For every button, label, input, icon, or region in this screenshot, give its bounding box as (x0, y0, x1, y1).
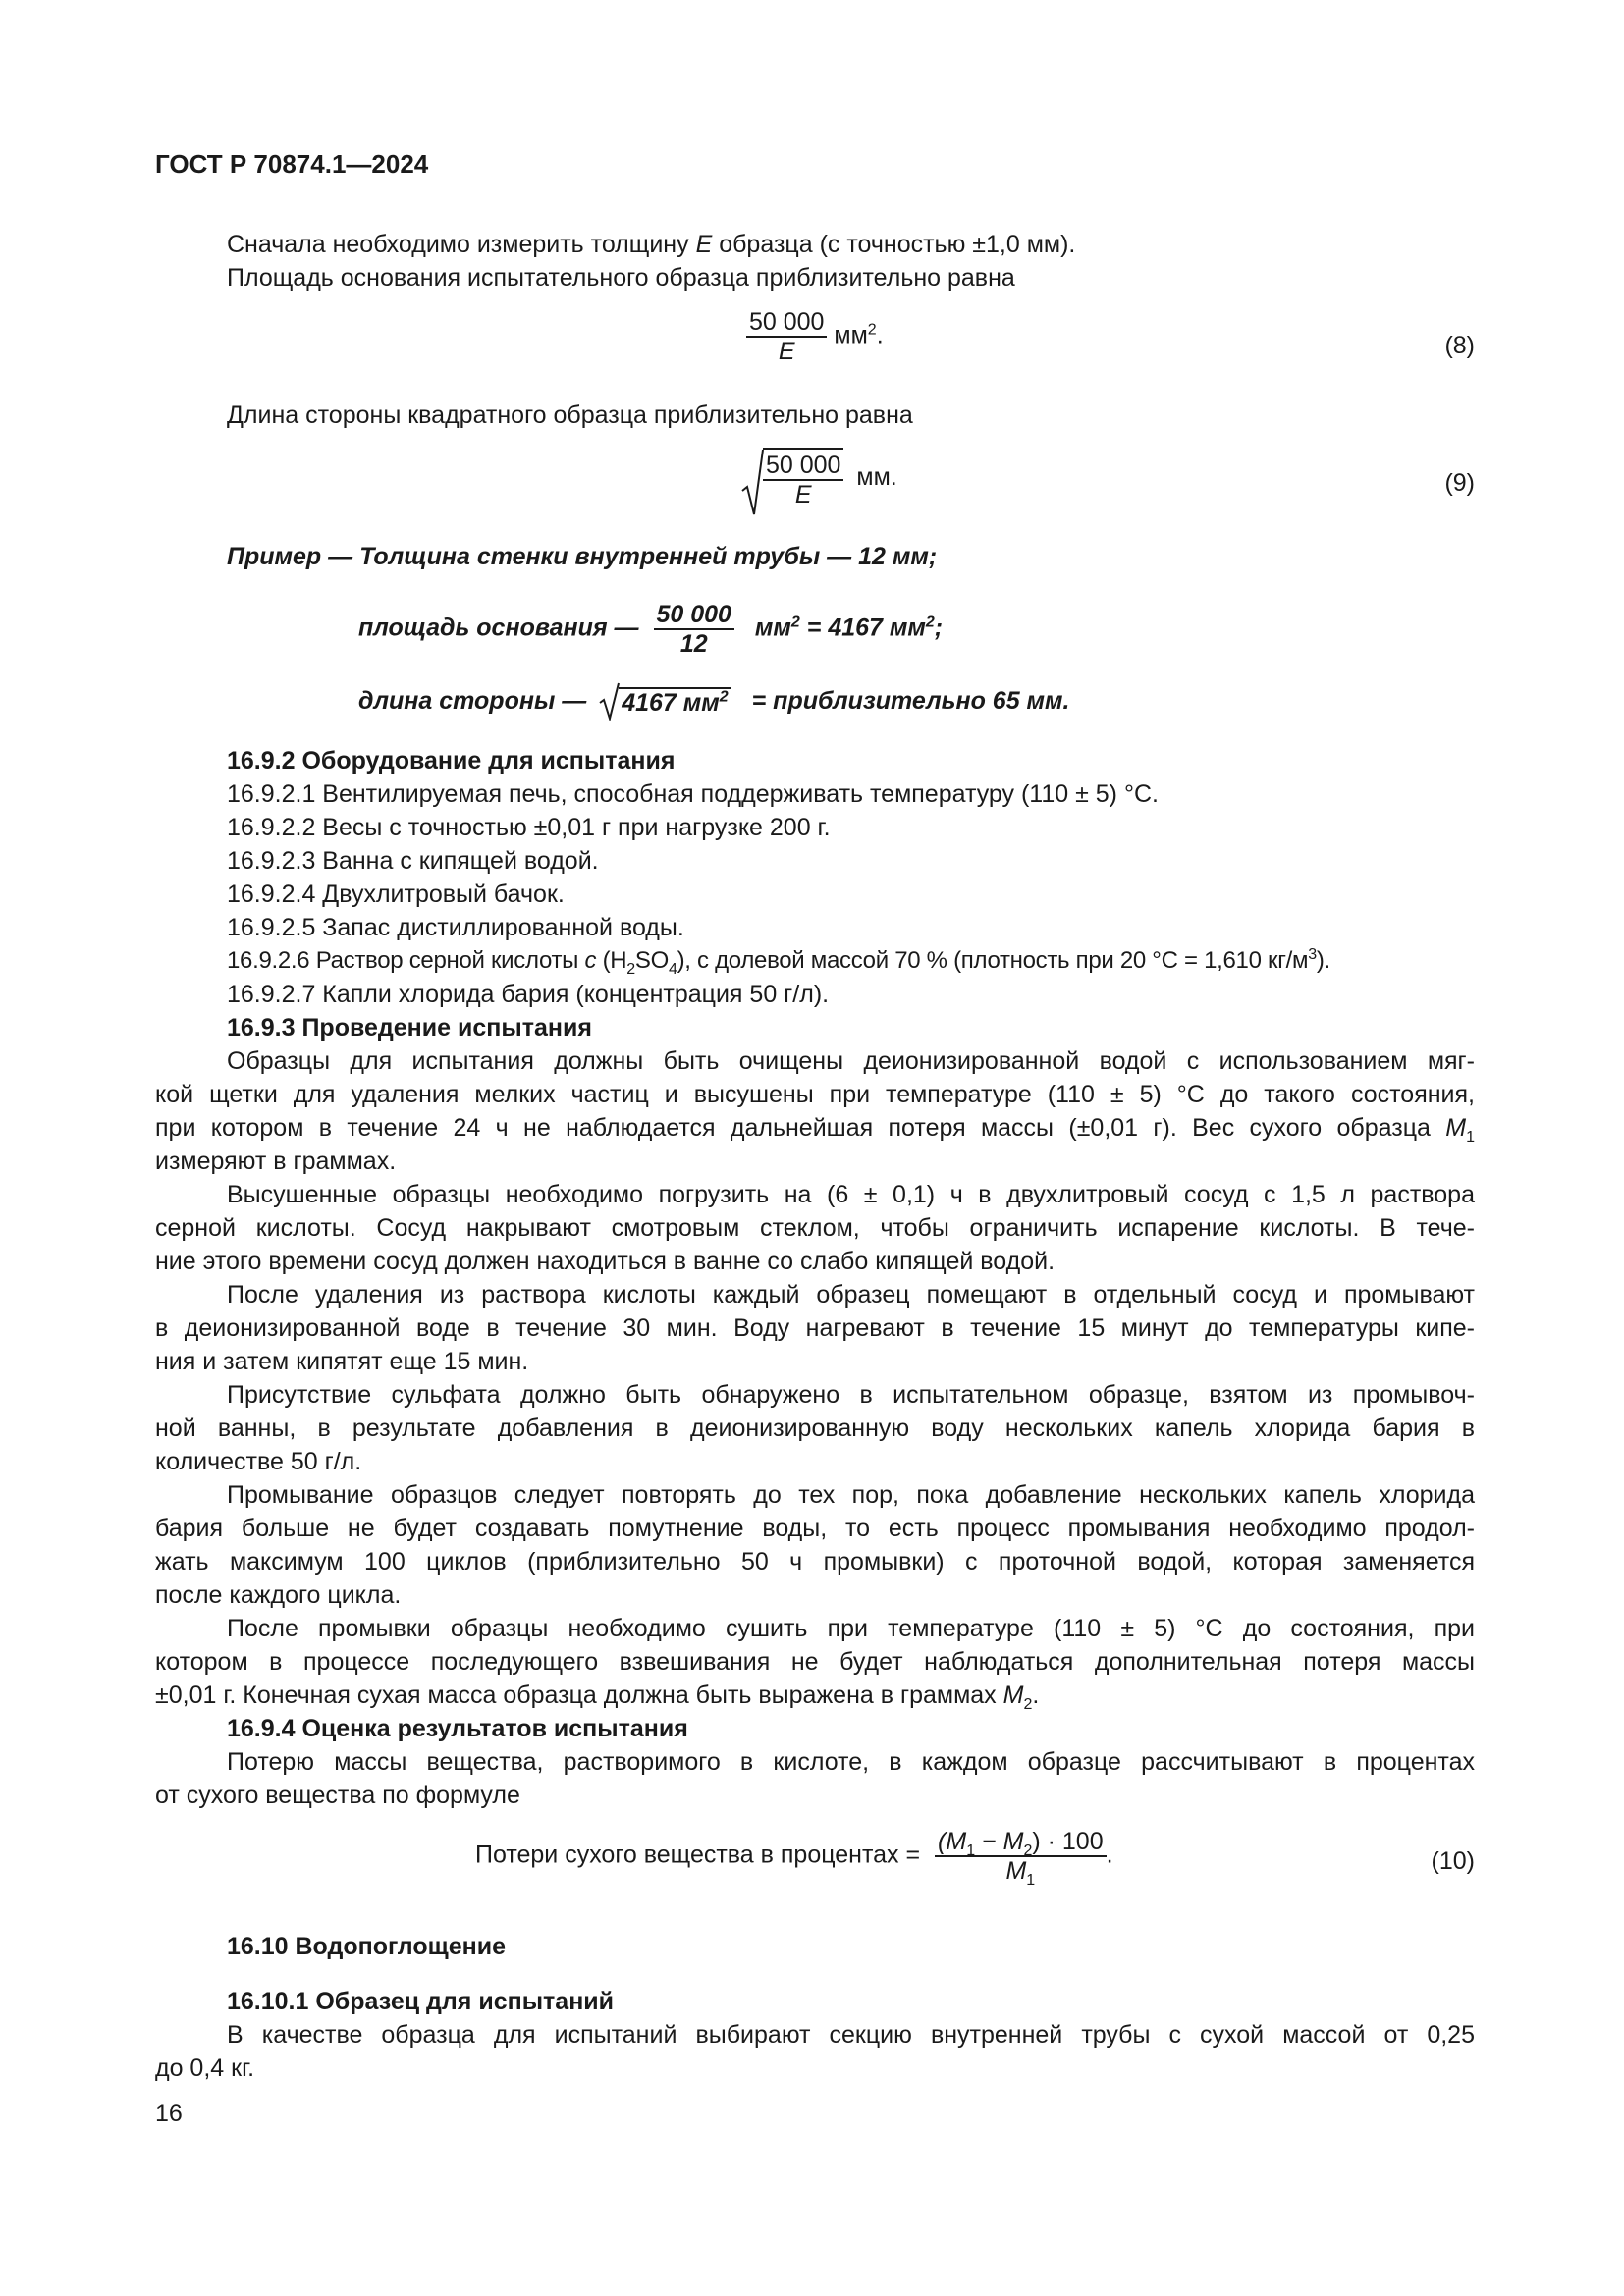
list-item: 16.9.2.7 Капли хлорида бария (концентрация 50 г/л). (227, 981, 830, 1008)
paragraph-line: при котором в течение 24 ч не наблюдается дальнейшая потеря массы (±0,01 г). Вес сухого образца $M_1$ (155, 1114, 1475, 1146)
paragraph-line: Высушенные образцы необходимо погрузить на (6 ± 0,1) ч в двухлитровый сосуд с 1,5 л раствора (227, 1181, 1475, 1208)
paragraph-line: котором в процессе последующего взвешивания не будет наблюдаться дополнительная потеря массы (155, 1648, 1475, 1676)
paragraph-line: ±0,01 г. Конечная сухая масса образца должна быть выражена в граммах $M_2$. (155, 1682, 1040, 1713)
paragraph-line: кой щетки для удаления мелких частиц и высушены при температуре (110 ± 5) °С до такого состояния, (155, 1081, 1475, 1108)
list-item: 16.9.2.1 Вентилируемая печь, способная поддерживать температуру (110 ± 5) °С. (227, 780, 1159, 808)
intro-line-1: Сначала необходимо измерить толщину E образца (с точностью ±1,0 мм). (227, 231, 1076, 258)
paragraph-line: В качестве образца для испытаний выбирают секцию внутренней трубы с сухой массой от 0,25 (227, 2021, 1475, 2049)
paragraph-line: до 0,4 кг. (155, 2055, 255, 2082)
list-item: 16.9.2.6 Раствор серной кислоты c $(H_2SO_4)$, с долевой массой 70 % (плотность при 20 °С = 1,610 $кг/м^3$). (227, 946, 1330, 978)
equation-10-number: (10) (1431, 1847, 1475, 1875)
section-16-9-3-heading: 16.9.3 Проведение испытания (227, 1014, 592, 1041)
example-square-root: 4167 $мм^2$ (599, 687, 731, 718)
radical-sign-icon (599, 681, 621, 721)
side-length-text: Длина стороны квадратного образца приблизительно равна (227, 401, 913, 429)
example-area: площадь основания — $\frac{50 000}{12}$ $мм^2 = 4167$ $мм^2$; (358, 601, 944, 658)
equation-10: Потери сухого вещества в процентах = $\frac{(M_1 - M_2) \cdot 100}{M_1}$ . (475, 1828, 1113, 1889)
document-header: ГОСТ Р 70874.1—2024 (155, 149, 429, 179)
radical-sign-icon (741, 448, 765, 518)
paragraph-line: После удаления из раствора кислоты каждый образец помещают в отдельный сосуд и промывают (227, 1281, 1475, 1308)
paragraph-line: Образцы для испытания должны быть очищены деионизированной водой с использованием мяг- (227, 1047, 1475, 1075)
paragraph-line: Потерю массы вещества, растворимого в кислоте, в каждом образце рассчитывают в процентах (227, 1748, 1475, 1776)
section-16-9-2-heading: 16.9.2 Оборудование для испытания (227, 747, 676, 774)
paragraph-line: от сухого вещества по формуле (155, 1782, 520, 1809)
paragraph-line: бария больше не будет создавать помутнение воды, то есть процесс промывания необходимо продол- (155, 1515, 1475, 1542)
section-16-10-1-heading: 16.10.1 Образец для испытаний (227, 1988, 615, 2015)
equation-9: $\frac{50 000}{E}$ мм. (741, 448, 897, 508)
example-side: длина стороны — 4167 $мм^2$ = приблизительно 65 мм. (358, 687, 1070, 718)
paragraph-line: ной ванны, в результате добавления в деионизированную воду нескольких капель хлорида бария в (155, 1415, 1475, 1442)
section-16-10-heading: 16.10 Водопоглощение (227, 1933, 506, 1960)
paragraph-line: ния и затем кипятят еще 15 мин. (155, 1348, 529, 1375)
equation-10-fraction: $\frac{(M_1 - M_2) \cdot 100}{M_1}$ (935, 1828, 1107, 1885)
paragraph-line: после каждого цикла. (155, 1581, 402, 1609)
paragraph-line: серной кислоты. Сосуд накрывают смотровым стеклом, чтобы ограничить испарение кислоты. В тече- (155, 1214, 1475, 1242)
list-item: 16.9.2.5 Запас дистиллированной воды. (227, 914, 684, 941)
page-number: 16 (155, 2100, 183, 2127)
paragraph-line: ние этого времени сосуд должен находиться в ванне со слабо кипящей водой. (155, 1248, 1056, 1275)
square-root: $\frac{50 000}{E}$ (741, 448, 843, 508)
intro-line-2: Площадь основания испытательного образца приблизительно равна (227, 264, 1015, 292)
paragraph-line: измеряют в граммах. (155, 1148, 397, 1175)
list-item: 16.9.2.4 Двухлитровый бачок. (227, 881, 565, 908)
paragraph-line: После промывки образцы необходимо сушить при температуре (110 ± 5) °С до состояния, при (227, 1615, 1475, 1642)
example-line-1: Пример — Толщина стенки внутренней трубы — 12 мм; (227, 543, 938, 570)
equation-9-number: (9) (1444, 469, 1475, 497)
equation-8: $\frac{50 000}{E}$ $мм^2$. (746, 308, 884, 365)
paragraph-line: количестве 50 г/л. (155, 1448, 362, 1475)
list-item: 16.9.2.3 Ванна с кипящей водой. (227, 847, 599, 875)
section-16-9-4-heading: 16.9.4 Оценка результатов испытания (227, 1715, 688, 1742)
equation-8-number: (8) (1444, 332, 1475, 359)
paragraph-line: Промывание образцов следует повторять до тех пор, пока добавление нескольких капель хлорида (227, 1481, 1475, 1509)
equation-8-fraction: $\frac{50 000}{E}$ (746, 308, 827, 365)
paragraph-line: Присутствие сульфата должно быть обнаружено в испытательном образце, взятом из промывоч- (227, 1381, 1475, 1409)
paragraph-line: жать максимум 100 циклов (приблизительно 50 ч промывки) с проточной водой, которая заменяется (155, 1548, 1475, 1575)
list-item: 16.9.2.2 Весы с точностью ±0,01 г при нагрузке 200 г. (227, 814, 831, 841)
paragraph-line: в деионизированной воде в течение 30 мин. Воду нагревают в течение 15 минут до температуры кипе- (155, 1314, 1475, 1342)
